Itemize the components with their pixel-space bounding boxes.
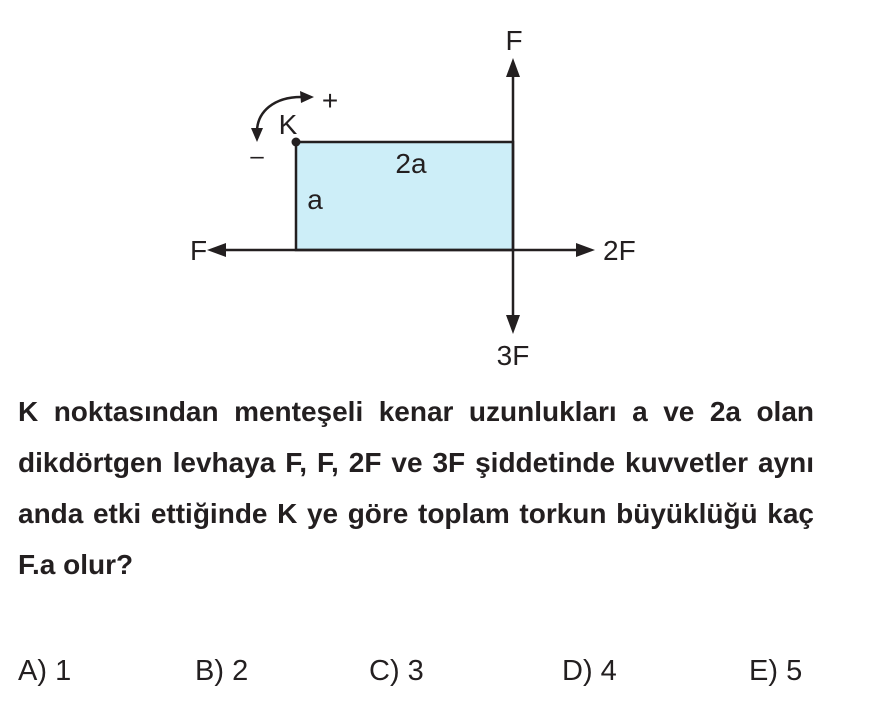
force-label-top: F	[505, 25, 523, 56]
option-a[interactable]	[18, 655, 71, 688]
option-b[interactable]	[195, 655, 248, 688]
right-force-arrowhead	[576, 243, 595, 257]
option-e-value: 5	[786, 655, 803, 687]
rotation-arrowhead-bottom	[251, 128, 263, 142]
rotation-positive-label: +	[321, 85, 339, 116]
option-c-value: 3	[407, 655, 424, 687]
force-label-right: 2F	[603, 235, 636, 266]
option-b-value: 2	[232, 655, 249, 687]
option-d-letter: D)	[562, 655, 593, 687]
left-force-arrowhead	[207, 243, 226, 257]
down-force-arrowhead	[506, 315, 520, 334]
side-label-short: a	[307, 184, 323, 215]
option-a-value: 1	[55, 655, 72, 687]
up-force-arrowhead	[506, 58, 520, 77]
force-label-left: F	[190, 235, 208, 266]
question-text: K noktasından menteşeli kenar uzunlukları a ve 2a olan dikdörtgen levhaya F, F, 2F ve 3F şiddetinde kuvvetler aynı anda etki ettiğinde K ye göre toplam torkun büyüklüğü kaç F.a olur?	[18, 396, 814, 580]
option-e[interactable]	[749, 655, 802, 688]
option-c[interactable]	[369, 655, 424, 688]
option-a-letter: A)	[18, 655, 47, 687]
side-label-long: 2a	[395, 148, 427, 179]
option-c-letter: C)	[369, 655, 400, 687]
force-label-bottom: 3F	[496, 340, 530, 371]
option-d[interactable]	[562, 655, 617, 688]
option-e-letter: E)	[749, 655, 778, 687]
point-label-k: K	[278, 109, 298, 140]
rotation-arrowhead-top	[300, 91, 314, 103]
rotation-negative-label: –	[250, 143, 264, 170]
answer-options	[0, 655, 896, 705]
option-b-letter: B)	[195, 655, 224, 687]
option-d-value: 4	[600, 655, 617, 687]
